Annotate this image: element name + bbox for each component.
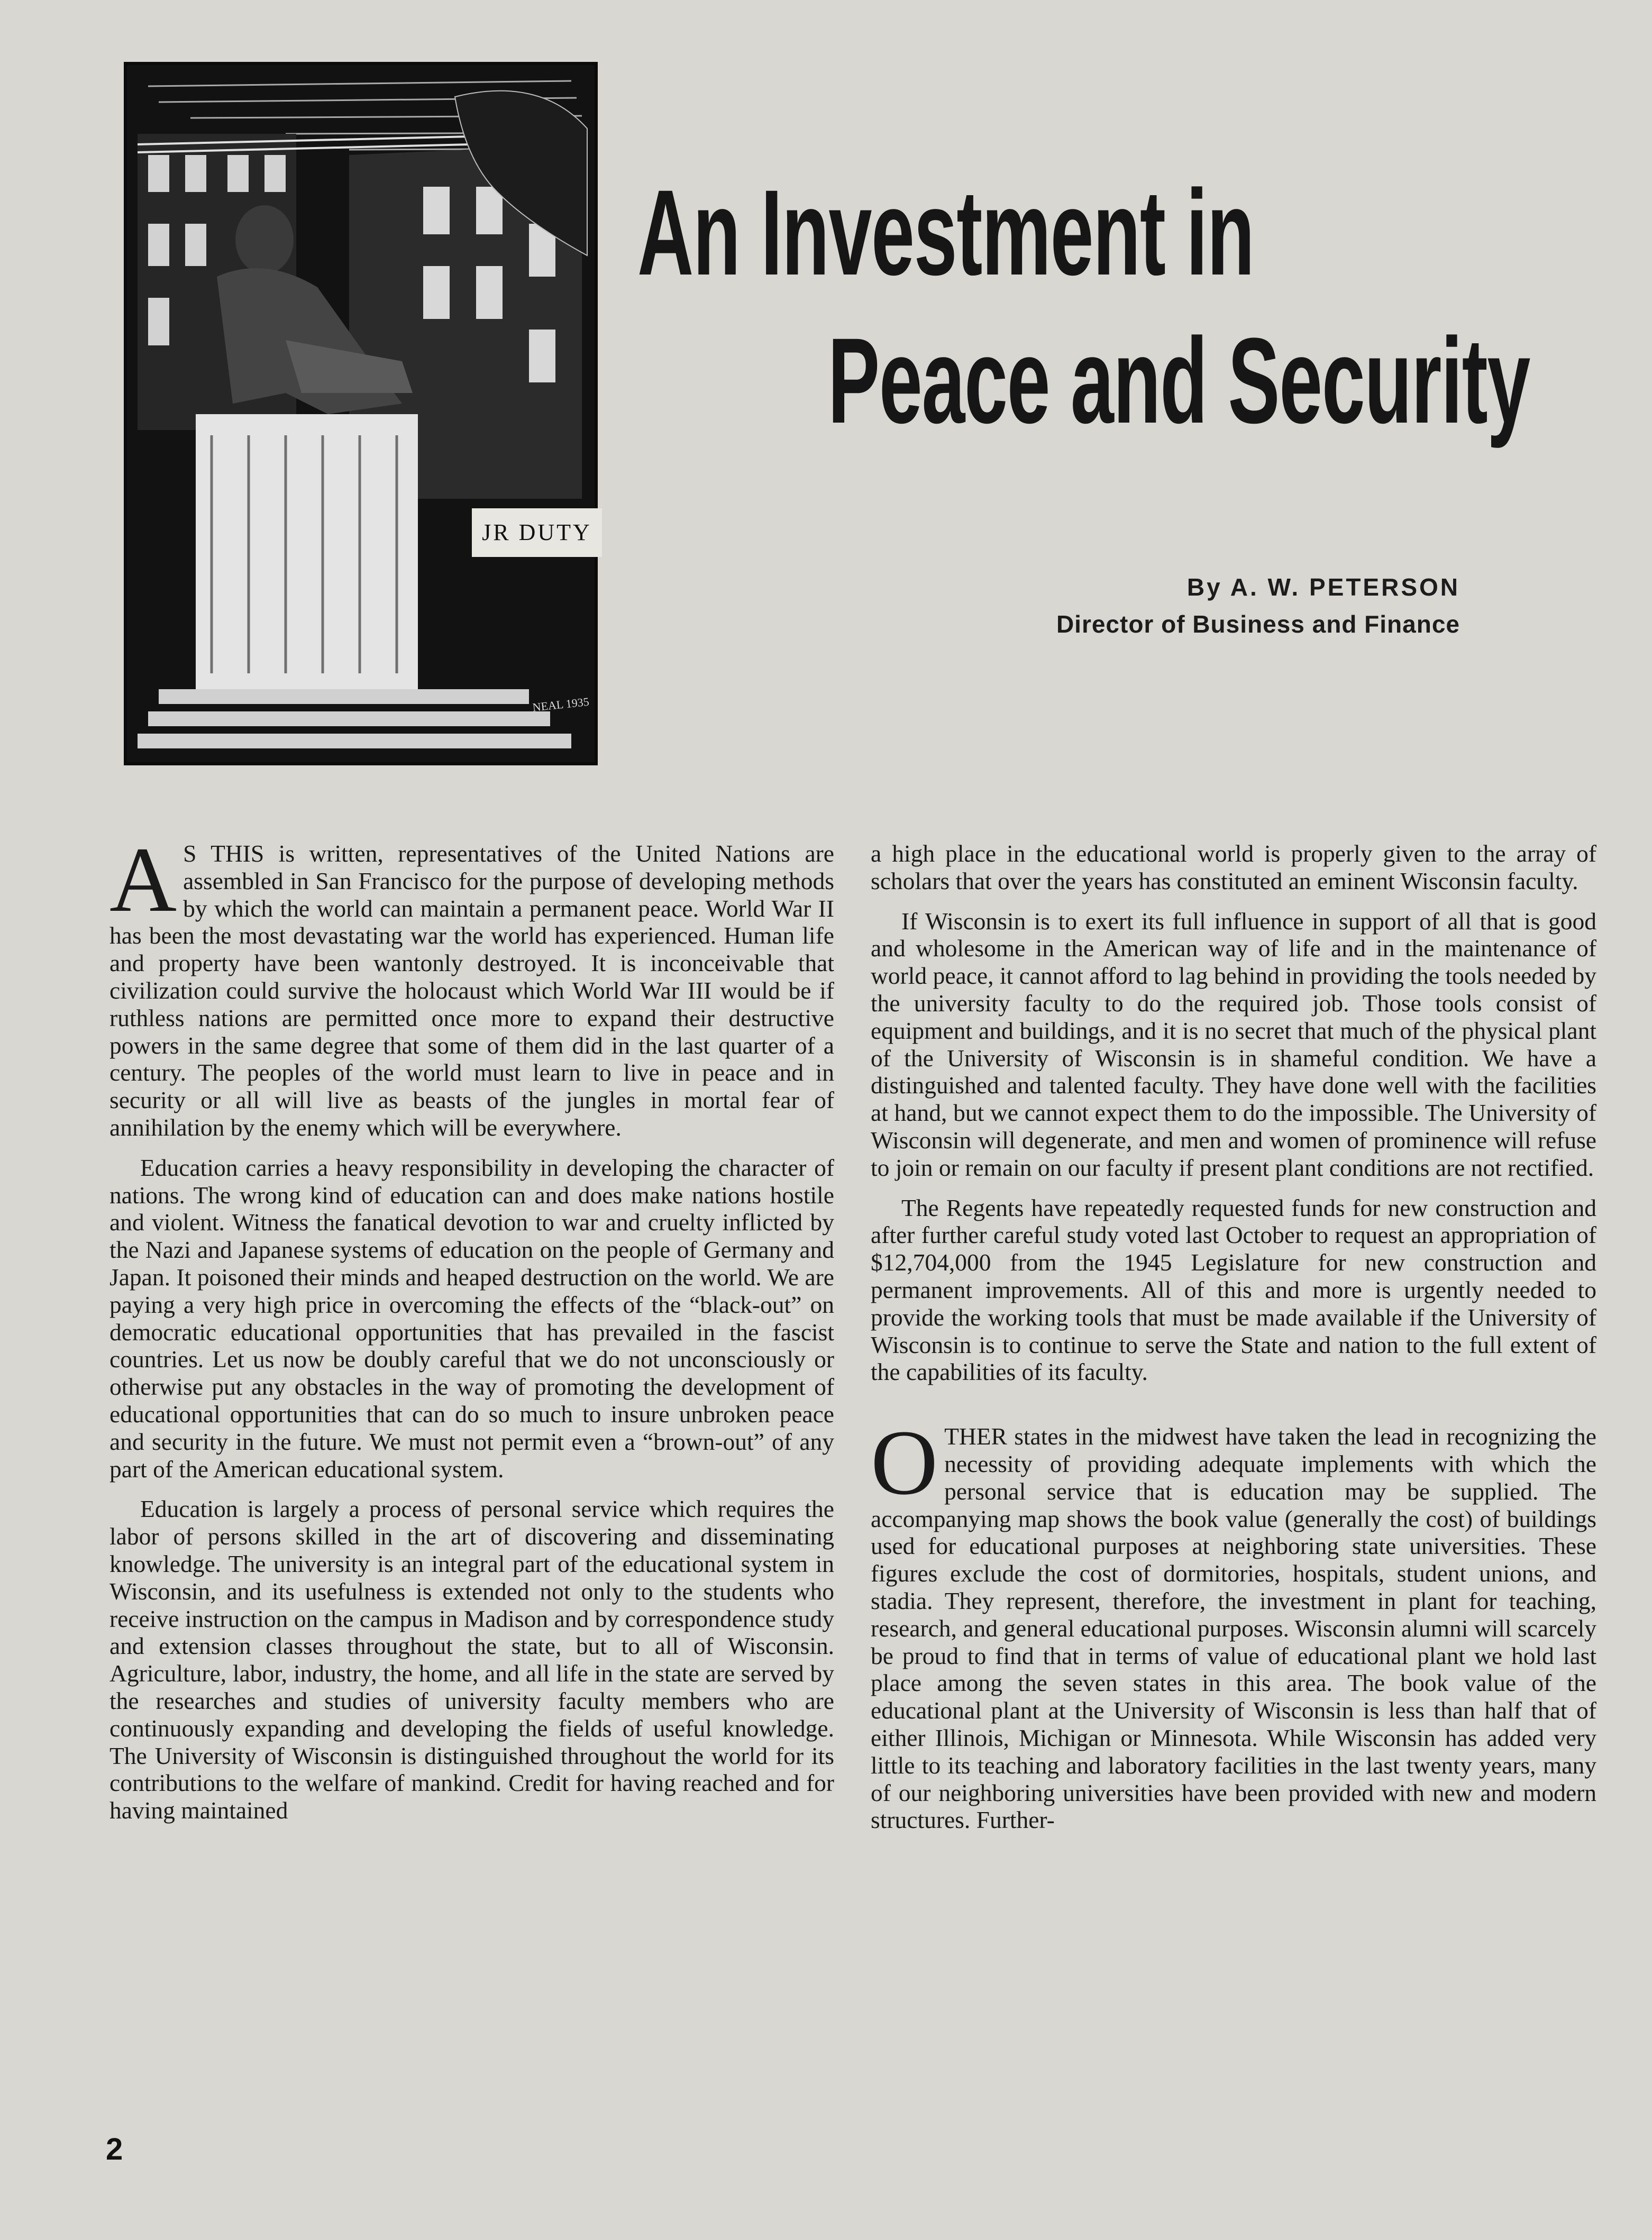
byline (868, 569, 1460, 643)
drop-cap: A (109, 840, 177, 931)
byline-role: Director of Business and Finance (1056, 610, 1460, 638)
statue-plaque: JR DUTY (472, 508, 602, 557)
paragraph: If Wisconsin is to exert its full influence in support of all that is good and wholesome in the American way of life and in the maintenance of world peace, it cannot afford to lag behind in providing the tools needed by the university faculty to do the required job. Those tools consist of equipment and buildings, and it is no secret that much of the physical plant of the University of Wisconsin is in shameful condition. We have a distinguished and talented faculty. They have done well with the facilities at hand, but we cannot expect them to do the impossible. The University of Wisconsin will degenerate, and men and women of prominence will refuse to join or remain on our faculty if present plant conditions are not rectified. (871, 907, 1596, 1181)
article-title-line-2: Peace and Security (828, 313, 1530, 449)
woodcut-illustration (124, 62, 598, 765)
drop-cap: O (871, 1411, 938, 1515)
page-number: 2 (106, 2132, 123, 2166)
paragraph: Education is largely a process of personal service which requires the labor of persons skilled in the art of discovering and disseminating knowledge. The university is an integral part of the educational system in Wisconsin, and its usefulness is extended not only to the students who receive instruction on the campus in Madison and by correspondence study and extension classes throughout the state, but to all of Wisconsin. Agriculture, labor, industry, the home, and all life in the state are served by the researches and studies of university faculty members who are continuously expanding and developing the fields of useful knowledge. The University of Wisconsin is distinguished throughout the world for its contributions to the welfare of mankind. Credit for having reached and for having maintained (109, 1495, 834, 1824)
paragraph: a high place in the educational world is properly given to the array of scholars that over the years has constituted an eminent Wisconsin faculty. (871, 840, 1596, 894)
artist-signature: NEAL 1935 (532, 694, 590, 714)
byline-author: By A. W. PETERSON (1186, 573, 1460, 601)
right-column (871, 840, 1596, 2109)
paragraph-text: S THIS is written, representatives of the United Nations are assembled in San Francisco for the purpose of developing methods by which the world can maintain a permanent peace. World War II has been the most devastating war the world has experienced. Human life and property have been wantonly destroyed. It is inconceivable that civilization could survive the holocaust which World War III would be if ruthless nations are permitted once more to expand their destructive powers in the same degree that some of them did in the last quarter of a century. The peoples of the world must learn to live in peace and in security or all will live as beasts of the jungles in mortal fear of annihilation by the enemy which will be everywhere. (109, 840, 834, 1141)
paragraph: Education carries a heavy responsibility in developing the character of nations. The wrong kind of education can and does make nations hostile and violent. Witness the fanatical devotion to war and cruelty inflicted by the Nazi and Japanese systems of education on the people of Germany and Japan. It poisoned their minds and heaped destruction on the world. We are paying a very high price in overcoming the effects of the “black-out” on democratic educational opportunities that has prevailed in the fascist countries. Let us now be doubly careful that we do not unconsciously or otherwise put any obstacles in the way of promoting the development of educational opportunities that can do so much to insure unbroken peace and security in the future. We must not permit even a “brown-out” of any part of the American educational system. (109, 1154, 834, 1483)
left-column (109, 840, 834, 2109)
statue-engraving (127, 65, 595, 762)
paragraph: The Regents have repeatedly requested funds for new construction and after further careful study voted last October to request an appropriation of $12,704,000 from the 1945 Legislature for new construction and permanent improvements. All of this and more is urgently needed to provide the working tools that must be made available if the University of Wisconsin is to continue to serve the State and nation to the full extent of the capabilities of its faculty. (871, 1194, 1596, 1386)
paragraph-text: THER states in the midwest have taken the lead in recognizing the necessity of providing adequate implements with which the personal service that is education may be supplied. The accompanying map shows the book value (generally the cost) of buildings used for educational purposes at neighboring state universities. These figures exclude the cost of dormitories, hospitals, student unions, and stadia. They represent, therefore, the investment in plant for teaching, research, and general educational purposes. Wisconsin alumni will scarcely be proud to find that in terms of value of educational plant we hold last place among the seven states in this area. The book value of the educational plant at the University of Wisconsin is less than half that of either Illinois, Michigan or Minnesota. While Wisconsin has added very little to its teaching and laboratory facilities in the last twenty years, many of our neighboring universities have been provided with new and modern structures. Further- (871, 1423, 1596, 1834)
paragraph (109, 840, 834, 1141)
article-title-line-1: An Investment in (637, 164, 1254, 300)
paragraph (871, 1411, 1596, 1834)
